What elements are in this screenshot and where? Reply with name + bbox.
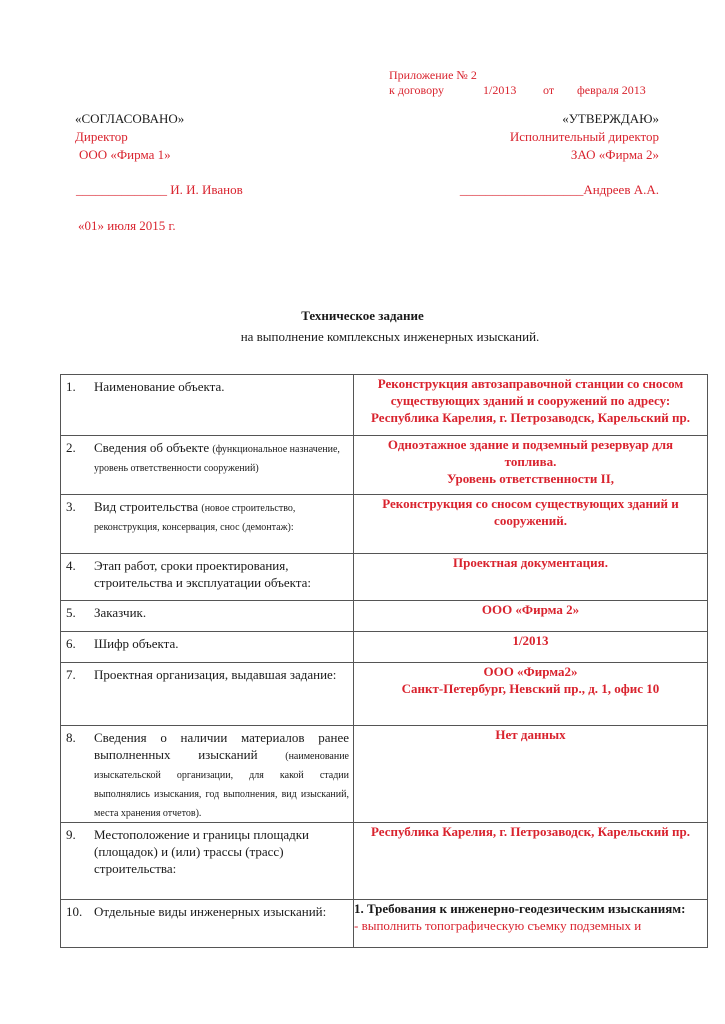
signature-right xyxy=(460,182,659,197)
row-value-cell xyxy=(354,900,708,948)
row-label-text: Отдельные виды инженерных изысканий: xyxy=(94,904,327,919)
row-value-line: Республика Карелия, г. Петрозаводск, Карельский пр. xyxy=(371,824,690,839)
approval-left xyxy=(75,110,184,164)
table-row xyxy=(61,663,708,726)
appendix-header xyxy=(389,68,646,98)
row-label-text: Шифр объекта. xyxy=(94,636,179,651)
approval-right-company: ЗАО «Фирма 2» xyxy=(570,147,659,162)
row-label-text: Проектная организация, выдавшая задание: xyxy=(94,667,337,682)
row-value-cell xyxy=(354,554,708,601)
row-label xyxy=(94,666,336,683)
row-value-cell xyxy=(354,726,708,823)
row-label-cell xyxy=(61,436,354,495)
row-label-cell xyxy=(61,900,354,948)
signature-line-left: ______________ xyxy=(76,182,167,197)
requirement-heading: 1. Требования к инженерно-геодезическим изысканиям: xyxy=(354,901,686,916)
row-value xyxy=(354,632,707,649)
row-label-note: (наименование изыскательской организации, для какой стадии выполнялись изыскания, год выполнения, вид изысканий, места хранения отчетов). xyxy=(94,751,349,819)
row-number: 4. xyxy=(66,558,76,573)
signatory-right-name: Андреев А.А. xyxy=(583,182,659,197)
row-value-line: сооружений. xyxy=(494,513,567,528)
row-value-cell xyxy=(354,823,708,900)
row-number: 5. xyxy=(66,605,76,620)
row-number: 1. xyxy=(66,379,76,394)
row-label-text: Сведения о наличии материалов ранее выполненных изысканий xyxy=(94,730,349,762)
row-label-cell xyxy=(61,495,354,554)
row-number: 3. xyxy=(66,499,76,514)
row-number: 6. xyxy=(66,636,76,651)
row-label-cell xyxy=(61,632,354,663)
table-row xyxy=(61,495,708,554)
row-label-cell xyxy=(61,601,354,632)
row-label xyxy=(94,439,349,477)
row-label xyxy=(94,635,179,652)
row-label-note: (новое строительство, реконструкция, консервация, снос (демонтаж): xyxy=(94,503,296,533)
row-value-line: топлива. xyxy=(504,454,557,469)
row-value-line: 1/2013 xyxy=(512,633,549,648)
row-number: 7. xyxy=(66,667,76,682)
row-label-cell xyxy=(61,663,354,726)
row-value xyxy=(354,554,707,571)
row-label-note: (функциональное назначение, уровень ответственности сооружений) xyxy=(94,444,340,474)
row-value xyxy=(354,726,707,743)
row-label xyxy=(94,498,349,536)
row-label-cell xyxy=(61,726,354,823)
row-value-line: Одноэтажное здание и подземный резервуар для xyxy=(387,437,674,452)
row-label-text: Местоположение и границы площадки (площадок) и (или) трассы (трасс) строительства: xyxy=(94,827,310,876)
row-label xyxy=(94,903,326,920)
approval-date: «01» июля 2015 г. xyxy=(78,218,176,233)
row-label xyxy=(94,557,349,591)
approval-left-position: Директор xyxy=(75,129,128,144)
document-subtitle: на выполнение комплексных инженерных изысканий. xyxy=(240,329,540,344)
table-row xyxy=(61,554,708,601)
row-value-cell xyxy=(354,601,708,632)
row-value xyxy=(354,823,707,840)
row-label xyxy=(94,378,225,395)
table-row xyxy=(61,601,708,632)
row-label-text: Вид строительства xyxy=(94,499,199,514)
requirement-item: - выполнить топографическую съемку подземных и xyxy=(354,918,642,933)
table-row xyxy=(61,436,708,495)
row-value-cell xyxy=(354,495,708,554)
row-number: 8. xyxy=(66,730,76,745)
row-value-line: Санкт-Петербург, Невский пр., д. 1, офис 10 xyxy=(401,681,660,696)
row-value-cell xyxy=(354,436,708,495)
table-row xyxy=(61,632,708,663)
contract-number: 1/2013 xyxy=(483,83,517,97)
row-value-line: ООО «Фирма2» xyxy=(483,664,578,679)
row-value-line: Республика Карелия, г. Петрозаводск, Карельский пр. xyxy=(371,410,690,425)
row-value-line: Нет данных xyxy=(495,727,566,742)
approval-left-heading: «СОГЛАСОВАНО» xyxy=(75,111,185,126)
specification-table xyxy=(60,374,708,948)
table-row xyxy=(61,823,708,900)
signatory-left-name: И. И. Иванов xyxy=(170,182,243,197)
row-value xyxy=(354,663,707,697)
document-title: Техническое задание xyxy=(301,308,424,323)
row-value-cell xyxy=(354,632,708,663)
row-value-line: Реконструкция автозаправочной станции со сносом xyxy=(377,376,684,391)
row-number: 9. xyxy=(66,827,76,842)
row-label-cell xyxy=(61,375,354,436)
appendix-number: Приложение № 2 xyxy=(389,68,477,82)
table-row xyxy=(61,375,708,436)
signature-line-right: ___________________ xyxy=(459,182,584,197)
row-value xyxy=(354,495,707,529)
row-number: 10. xyxy=(66,904,83,919)
row-value-line: Реконструкция со сносом существующих зданий и xyxy=(382,496,679,511)
row-value-line: ООО «Фирма 2» xyxy=(481,602,580,617)
row-value-line: существующих зданий и сооружений по адресу: xyxy=(390,393,671,408)
from-label: от xyxy=(543,83,555,97)
signature-left xyxy=(76,182,243,197)
row-value-line: Проектная документация. xyxy=(453,555,608,570)
row-label-cell xyxy=(61,554,354,601)
row-label-text: Заказчик. xyxy=(94,605,147,620)
approval-right-position: Исполнительный директор xyxy=(509,129,659,144)
approval-left-company: ООО «Фирма 1» xyxy=(79,147,171,162)
row-label-text: Наименование объекта. xyxy=(94,379,225,394)
row-value xyxy=(354,436,707,487)
row-label xyxy=(94,604,146,621)
row-number: 2. xyxy=(66,440,76,455)
row-label-text: Этап работ, сроки проектирования, строительства и эксплуатации объекта: xyxy=(94,558,312,590)
row-label-text: Сведения об объекте xyxy=(94,440,210,455)
row-label-cell xyxy=(61,823,354,900)
row-value-line: Уровень ответственности II, xyxy=(446,471,615,486)
row-value xyxy=(354,375,707,426)
row-label xyxy=(94,826,349,877)
to-contract-label: к договору xyxy=(389,83,444,97)
row-label xyxy=(94,729,349,822)
contract-date: февраля 2013 xyxy=(577,83,646,97)
row-value-cell xyxy=(354,663,708,726)
appendix-contract-line xyxy=(389,83,646,98)
table-row xyxy=(61,726,708,823)
table-row xyxy=(61,900,708,948)
approval-right-heading: «УТВЕРЖДАЮ» xyxy=(562,111,659,126)
row-value xyxy=(354,601,707,618)
approval-right xyxy=(510,110,659,164)
row-value-cell xyxy=(354,375,708,436)
